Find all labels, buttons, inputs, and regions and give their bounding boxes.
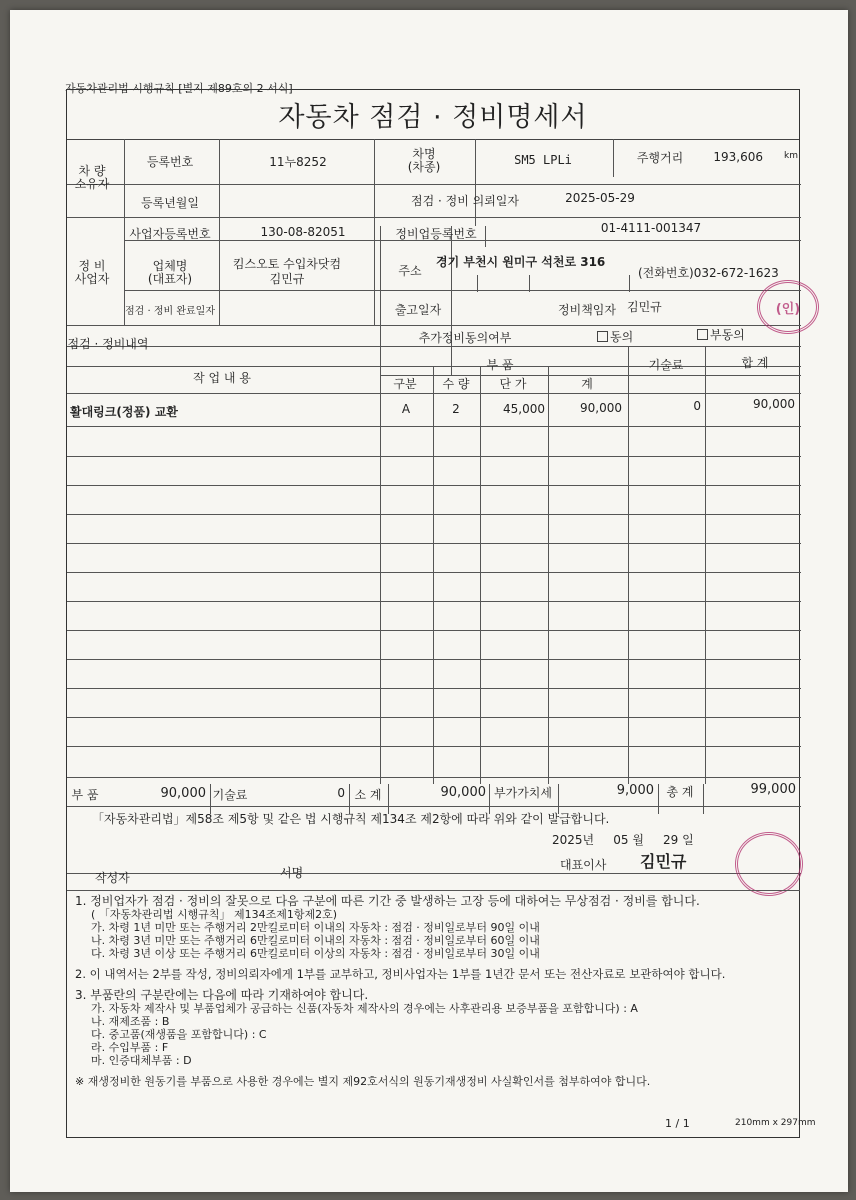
grand-total-value: 99,000 — [750, 782, 796, 797]
biz-no-value: 130-08-82051 — [260, 225, 346, 239]
note-line: 다. 중고품(재생품을 포함합니다) : C — [91, 1028, 267, 1041]
total-header: 합 계 — [741, 356, 769, 370]
notes-block — [75, 895, 795, 1088]
shop-seal-stamp: (인) — [757, 280, 819, 334]
shop-reg-value: 01-4111-001347 — [600, 221, 702, 235]
model-label: 차명 (차종) — [407, 147, 441, 175]
parts-header: 부 품 — [486, 358, 514, 372]
company-label: 업체명 (대표자) — [147, 259, 193, 287]
issue-date: 2025년 05 월 29 일 — [552, 833, 694, 847]
company-seal-stamp — [735, 832, 803, 896]
note-line: ( 「자동차관리법 시행규칙」 제134조제1항제2호) — [91, 908, 338, 921]
row-price: 45,000 — [503, 402, 545, 416]
note-line: 나. 재제조품 : B — [91, 1015, 170, 1028]
type-col-header: 구분 — [393, 377, 417, 391]
subtotal-value: 90,000 — [440, 785, 486, 800]
address-value: 경기 부천시 원미구 석천로 316 — [436, 255, 606, 269]
sign-label: 서명 — [280, 866, 304, 880]
address-label: 주소 — [398, 264, 422, 278]
subtotal-label: 소 계 — [354, 788, 382, 802]
mileage-value: 193,606 — [713, 150, 763, 164]
note-line: 1. 정비업자가 점검 · 정비의 잘못으로 다음 구분에 따른 기간 중 발생하는 고장 등에 대하여는 무상점검 · 정비를 합니다. — [75, 894, 700, 908]
row-amount: 90,000 — [580, 401, 622, 415]
qty-col-header: 수 량 — [442, 377, 470, 391]
request-date-label: 점검 · 정비 의뢰일자 — [411, 194, 519, 208]
ceo-label: 대표이사 — [560, 858, 607, 872]
reg-no-value: 11누8252 — [269, 155, 327, 169]
note-line: 가. 차령 1년 미만 또는 주행거리 2만킬로미터 이내의 자동차 : 점검 · 정비일로부터 90일 이내 — [91, 921, 540, 934]
mileage-unit: km — [784, 151, 798, 161]
row-qty: 2 — [452, 402, 460, 416]
labor-header: 기술료 — [648, 358, 684, 372]
consent-yes-checkbox[interactable]: 동의 — [597, 331, 633, 344]
amount-col-header: 계 — [581, 377, 593, 391]
done-date-label: 점검 · 정비 완료일자 — [125, 306, 215, 317]
mileage-label: 주행거리 — [636, 151, 684, 165]
manager-label: 정비책임자 — [558, 303, 616, 317]
grand-total-label: 총 계 — [666, 785, 694, 799]
note-line: 라. 수입부품 : F — [91, 1041, 169, 1054]
phone-value: (전화번호)032-672-1623 — [638, 266, 779, 280]
author-label: 작성자 — [95, 871, 130, 885]
consent-label: 추가정비동의여부 — [418, 331, 512, 345]
biz-no-label: 사업자등록번호 — [129, 227, 211, 241]
vat-value: 9,000 — [616, 783, 654, 798]
shop-reg-label: 정비업등록번호 — [395, 227, 477, 241]
company-value: 킴스오토 수입차닷컴 — [232, 257, 342, 271]
form-title: 자동차 점검 · 정비명세서 — [67, 90, 799, 140]
vat-label: 부가가치세 — [494, 786, 552, 800]
row-labor: 0 — [693, 399, 701, 413]
sum-parts-value: 90,000 — [160, 786, 206, 801]
owner-section-label: 차 량 소유자 — [74, 164, 110, 192]
price-col-header: 단 가 — [499, 377, 527, 391]
work-header: 작 업 내 용 — [193, 371, 251, 385]
model-value: SM5 LPLi — [514, 153, 572, 167]
note-line: 마. 인증대체부품 : D — [91, 1054, 192, 1067]
note-line: 2. 이 내역서는 2부를 작성, 정비의뢰자에게 1부를 교부하고, 정비사업자는 1부를 1년간 문서 또는 전산자료로 보관하여야 합니다. — [75, 967, 726, 981]
rep-value: 김민규 — [269, 272, 305, 286]
row-type: A — [401, 402, 411, 416]
issue-statement: 「자동차관리법」제58조 제5항 및 같은 법 시행규칙 제134조 제2항에 따라 위와 같이 발급합니다. — [92, 812, 610, 826]
note-line: 다. 차령 3년 이상 또는 주행거리 6만킬로미터 이상의 자동차 : 점검 · 정비일로부터 30일 이내 — [91, 947, 540, 960]
form-reference: 자동차관리법 시행규칙 [별지 제89호의 2 서식] — [65, 82, 293, 95]
ceo-name: 김민규 — [640, 852, 687, 871]
page-number: 1 / 1 — [665, 1117, 690, 1130]
reg-date-label: 등록년월일 — [141, 196, 199, 210]
shop-section-label: 정 비 사업자 — [74, 259, 110, 287]
sum-parts-label: 부 품 — [71, 788, 99, 802]
release-date-label: 출고일자 — [394, 303, 442, 317]
row-work: 활대링크(정품) 교환 — [70, 405, 178, 419]
note-line: 3. 부품란의 구분란에는 다음에 따라 기재하여야 합니다. — [75, 988, 369, 1002]
sum-labor-label: 기술료 — [212, 788, 248, 802]
reg-no-label: 등록번호 — [146, 155, 194, 169]
request-date-value: 2025-05-29 — [565, 191, 635, 205]
note-line: 나. 차령 3년 미만 또는 주행거리 6만킬로미터 이내의 자동차 : 점검 · 정비일로부터 60일 이내 — [91, 934, 540, 947]
consent-no-checkbox[interactable]: 부동의 — [697, 329, 745, 342]
manager-value: 김민규 — [627, 300, 662, 314]
note-line: 가. 자동차 제작사 및 부품업체가 공급하는 신품(자동차 제작사의 경우에는 사후관리용 보증부품을 포함합니다) : A — [91, 1002, 638, 1015]
sum-labor-value: 0 — [337, 786, 345, 800]
history-label: 점검 · 정비내역 — [67, 337, 149, 351]
paper-size: 210mm x 297mm — [735, 1118, 816, 1128]
row-total: 90,000 — [753, 397, 795, 411]
note-line: ※ 재생정비한 원동기를 부품으로 사용한 경우에는 별지 제92호서식의 원동기재생정비 사실확인서를 첨부하여야 합니다. — [75, 1075, 651, 1088]
